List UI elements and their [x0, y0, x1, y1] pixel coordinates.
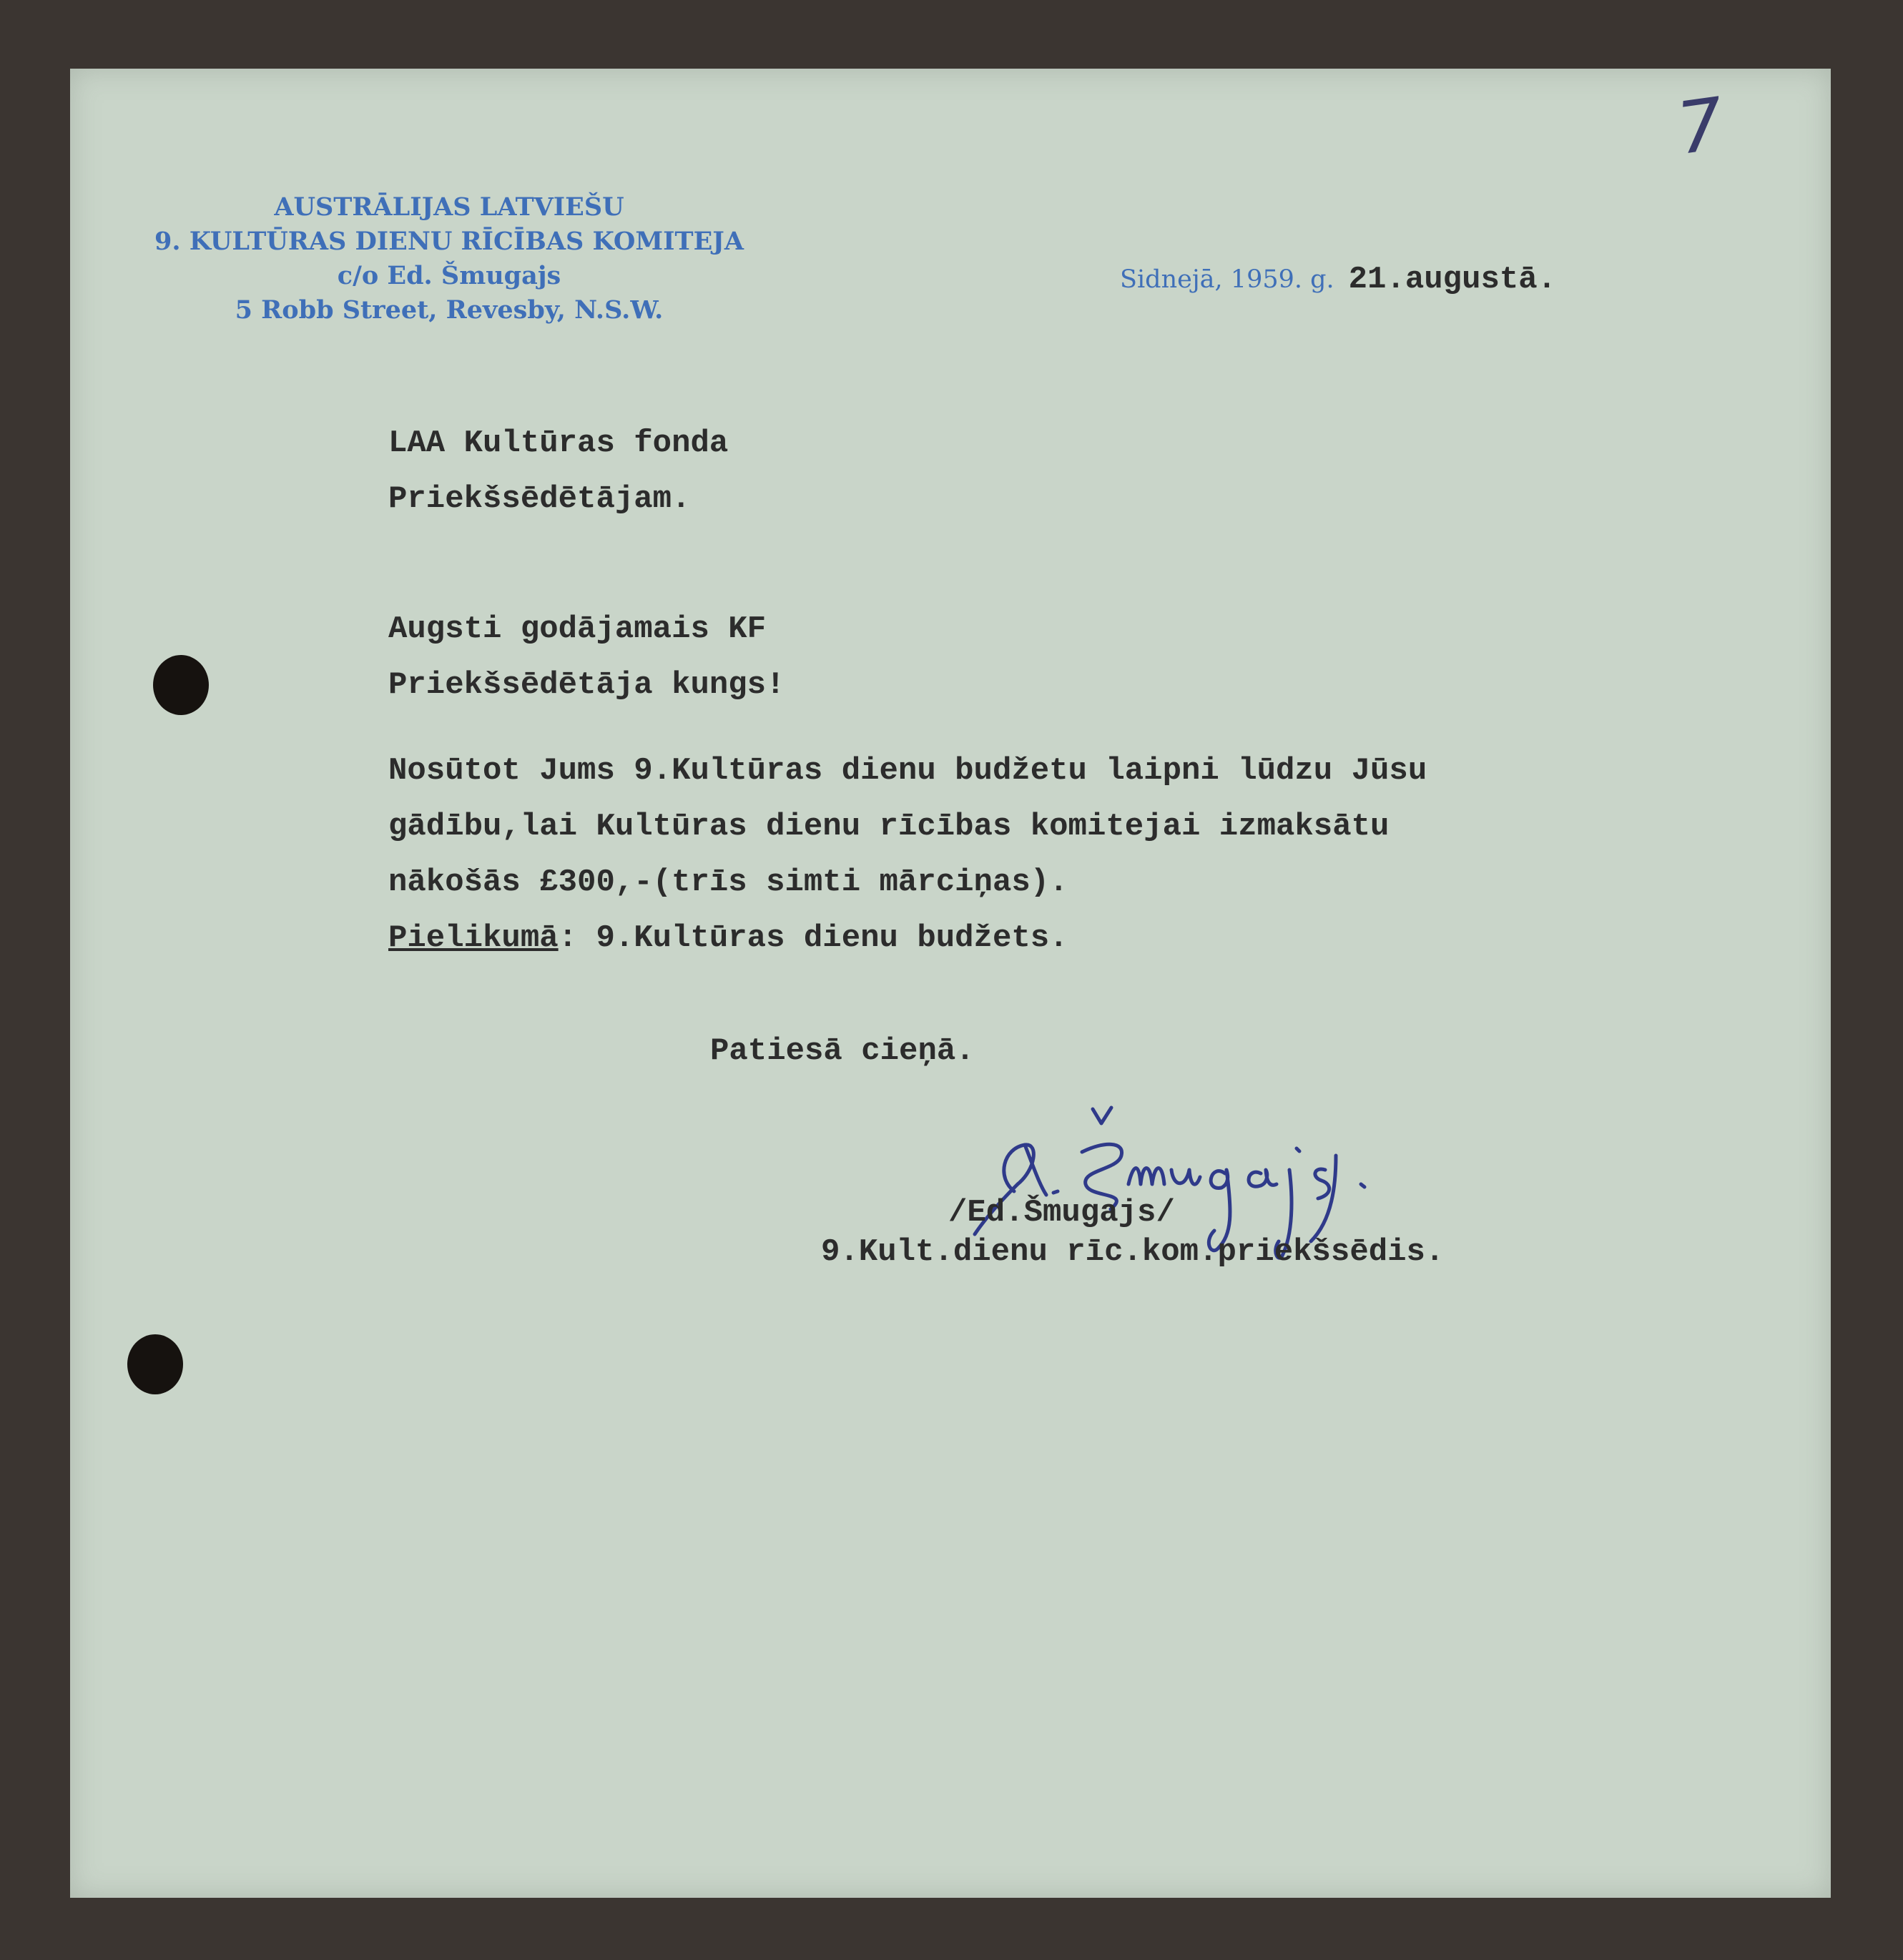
- dateline: [1120, 262, 1556, 297]
- letterhead-line-4: 5 Robb Street, Revesby, N.S.W.: [235, 295, 664, 325]
- handwritten-signature: [946, 1070, 1490, 1313]
- body-line-2: gādību,lai Kultūras dienu rīcības komitejai izmaksātu: [388, 809, 1390, 844]
- letterhead-line-1: AUSTRĀLIJAS LATVIEŠU: [274, 192, 624, 222]
- dateline-place: Sidnejā, 1959. g.: [1120, 265, 1334, 294]
- folio-number: 7: [1672, 82, 1729, 171]
- closing: [710, 1023, 975, 1079]
- body-block: [388, 743, 1427, 966]
- body-line-3: nākošās £300,-(trīs simti mārciņas).: [388, 865, 1068, 900]
- punch-hole-bottom: [127, 1334, 183, 1394]
- typed-signature-name: /Ed.Šmugajs/: [948, 1195, 1175, 1231]
- punch-hole-top: [153, 655, 209, 715]
- signatory-title: 9.Kult.dienu rīc.kom.priekšsēdis.: [821, 1234, 1445, 1270]
- attachment-label: Pielikumā: [388, 920, 559, 956]
- letter-paper: [70, 69, 1831, 1898]
- attachment-text: : 9.Kultūras dienu budžets.: [558, 920, 1068, 956]
- letterhead-line-3: c/o Ed. Šmugajs: [337, 261, 561, 290]
- letterhead: [134, 190, 764, 328]
- attachment-line: [388, 910, 1427, 966]
- recipient-line-2: Priekšsēdētājam.: [388, 481, 691, 517]
- dateline-date: 21.augustā.: [1348, 262, 1557, 297]
- closing-text: Patiesā cieņā.: [710, 1033, 975, 1069]
- recipient-block: [388, 415, 728, 527]
- salutation-line-2: Priekšsēdētāja kungs!: [388, 667, 785, 703]
- letterhead-line-2: 9. KULTŪRAS DIENU RĪCĪBAS KOMITEJA: [154, 227, 744, 256]
- salutation-block: [388, 601, 785, 713]
- body-line-1: Nosūtot Jums 9.Kultūras dienu budžetu laipni lūdzu Jūsu: [388, 753, 1427, 789]
- salutation-line-1: Augsti godājamais KF: [388, 611, 767, 647]
- recipient-line-1: LAA Kultūras fonda: [388, 425, 729, 461]
